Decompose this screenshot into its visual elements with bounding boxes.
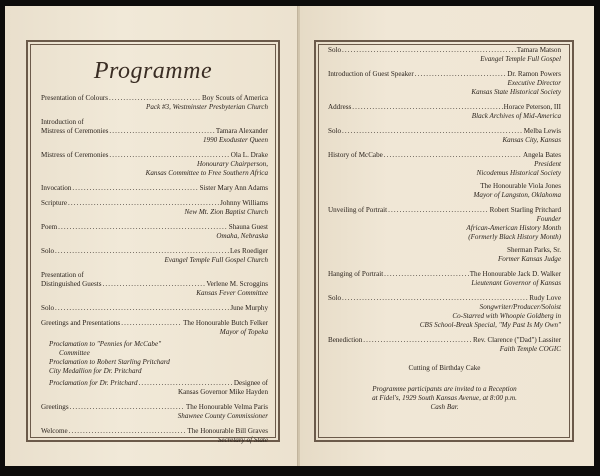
programme-entry [328,336,561,354]
entry-participant: Johnny Williams [220,199,268,207]
dot-leader [363,336,472,345]
entry-participant: Rev. Clarence ("Dad") Lassiter [472,336,561,344]
entry-line [41,127,268,136]
entry-role: Greetings and Presentations [41,319,121,327]
entry-role: Mistress of Ceremonies [41,127,109,135]
entry-affiliation: Faith Temple COGIC [499,345,561,353]
entry-role: Benediction [328,336,363,344]
entry-participant: Robert Starling Pritchard [489,206,561,214]
entry-affiliation: Executive Director [507,79,561,87]
entry-affiliation: Kansas Committee to Free Southern Africa [145,169,268,177]
entry-role: Solo [41,247,55,255]
entry-role: Unveiling of Portrait [328,206,388,214]
programme-entry [41,427,268,445]
proclamation-line: Committee [59,349,90,357]
entry-affiliation: Omaha, Nebraska [216,232,268,240]
programme-entry [41,199,268,217]
entry-line [41,403,268,412]
entry-affiliation: Kansas Fever Committee [196,289,268,297]
dot-leader [109,151,229,160]
programme-entry [328,151,561,178]
entry-line [41,151,268,160]
viola-jones-entry [328,182,561,200]
proclamation-block [41,340,268,397]
programme-entry [41,184,268,193]
entry-affiliation: Mayor of Langston, Oklahoma [473,191,561,199]
entry-role: History of McCabe [328,151,383,159]
dot-leader [388,206,489,215]
dot-leader [68,199,219,208]
entry-affiliation: Founder [536,215,561,223]
entry-affiliation: Kansas City, Kansas [502,136,561,144]
entry-participant: Horace Peterson, III [503,103,561,111]
dot-leader [58,223,228,232]
entry-line [328,70,561,79]
entry-role: Poem [41,223,58,231]
programme-entry [41,94,268,112]
entry-line [41,280,268,289]
entry-role: Introduction of Guest Speaker [328,70,414,78]
entry-affiliation: Kansas State Historical Society [471,88,561,96]
proclamation-designee-line [41,379,268,388]
entry-line [41,304,268,313]
right-page [300,6,594,466]
reception-note-line: Cash Bar. [430,403,459,411]
entry-affiliation: Honourary Chairperson, [197,160,268,168]
programme-entry [41,247,268,265]
entry-line [41,184,268,193]
entry-participant: Ola L. Drake [230,151,268,159]
entry-participant: Shauna Guest [228,223,268,231]
left-programme-list [28,94,278,451]
left-page [5,6,298,466]
dot-leader [109,94,201,103]
entry-line [41,94,268,103]
entry-line [41,427,268,436]
entry-affiliation: CBS School-Break Special, "My Past Is My Own" [419,321,561,329]
entry-affiliation: Black Archives of Mid-America [471,112,561,120]
entry-line [41,199,268,208]
entry-role: Scripture [41,199,68,207]
entry-role: Welcome [41,427,68,435]
entry-affiliation: Secretary of State [217,436,268,444]
left-border-frame [26,40,280,442]
entry-participant: Melba Lewis [523,127,561,135]
entry-participant: Sherman Parks, Sr. [507,246,561,254]
dot-leader [70,403,185,412]
reception-note-line: at Fidel's, 1929 South Kansas Avenue, at 8:00 p.m. [372,394,517,402]
entry-line [41,247,268,256]
dot-leader [384,151,522,160]
birthday-cake-line: Cutting of Birthday Cake [408,364,481,372]
dot-leader [342,46,516,55]
programme-entry [328,127,561,145]
entry-participant: Verlene M. Scroggins [206,280,268,288]
entry-pre-label: Introduction of [41,118,84,126]
entry-participant: Tamara Matson [516,46,561,54]
entry-participant: The Honourable Bill Graves [187,427,268,435]
entry-participant: Tamara Alexander [215,127,268,135]
entry-participant: The Honourable Viola Jones [480,182,561,190]
entry-role: Hanging of Portrait [328,270,384,278]
entry-line [328,46,561,55]
dot-leader [121,319,182,328]
dot-leader [384,270,469,279]
right-border-frame [314,40,574,442]
entry-affiliation: Songwriter/Producer/Soloist [479,303,561,311]
entry-participant: The Honourable Velma Paris [185,403,268,411]
entry-pre-label: Presentation of [41,271,84,279]
proclamation-governor: Kansas Governor Mike Hayden [177,388,268,396]
proclamation-designee: Designee of [233,379,268,387]
spacer [41,376,268,379]
entry-affiliation: African-American History Month [466,224,561,232]
entry-affiliation: President [534,160,561,168]
entry-affiliation: Shawnee County Commissioner [177,412,268,420]
entry-affiliation: Evangel Temple Full Gospel [480,55,561,63]
entry-affiliation: Nicodemus Historical Society [476,169,561,177]
entry-role: Solo [328,127,342,135]
entry-participant: Rudy Love [529,294,561,302]
programme-entry [41,304,268,313]
entry-role: Solo [328,294,342,302]
sherman-parks-entry [328,246,561,264]
proclamation-label: Proclamation for Dr. Pritchard [49,379,138,387]
entry-role: Presentation of Colours [41,94,108,102]
entry-role: Distinguished Guests [41,280,102,288]
programme-entry [328,103,561,121]
dot-leader [55,304,229,313]
programme-entry [328,70,561,97]
entry-role: Address [328,103,352,111]
entry-role: Solo [328,46,342,54]
entry-affiliation: (Formerly Black History Month) [468,233,561,241]
entry-participant: The Honourable Butch Felker [183,319,268,327]
dot-leader [109,127,215,136]
programme-entry [328,294,561,330]
entry-role: Invocation [41,184,72,192]
dot-leader [352,103,502,112]
entry-affiliation: New Mt. Zion Baptist Church [184,208,268,216]
dot-leader [415,70,507,79]
dot-leader [55,247,229,256]
entry-line [328,127,561,136]
entry-participant: Dr. Ramon Powers [507,70,561,78]
proclamation-line: City Medallion for Dr. Pritchard [49,367,142,375]
reception-note-line: Programme participants are invited to a Reception [372,385,517,393]
entry-line [328,336,561,345]
proclamation-line: Proclamation to "Pennies for McCabe" [49,340,162,348]
programme-entry [328,46,561,64]
programme-entry [41,403,268,421]
programme-entry [41,271,268,298]
entry-line [41,319,268,328]
entry-affiliation: Lieutenant Governor of Kansas [471,279,561,287]
dot-leader [342,294,528,303]
dot-leader [69,427,187,436]
entry-participant: Sister Mary Ann Adams [199,184,268,192]
entry-affiliation: Former Kansas Judge [497,255,561,263]
programme-entry [41,151,268,178]
entry-role: Solo [41,304,55,312]
programme-entry [41,118,268,145]
programme-entry [328,206,561,242]
programme-entry [328,270,561,288]
entry-participant: June Murphy [230,304,268,312]
entry-participant: Boy Scouts of America [201,94,268,102]
programme-entry [41,319,268,337]
entry-line [328,151,561,160]
entry-line [328,206,561,215]
entry-role: Mistress of Ceremonies [41,151,109,159]
proclamation-line: Proclamation to Robert Starling Pritchard [49,358,170,366]
entry-line [328,270,561,279]
dot-leader [342,127,523,136]
entry-participant: The Honourable Jack D. Walker [469,270,561,278]
programme-entry [41,223,268,241]
entry-line [328,294,561,303]
entry-affiliation: 1990 Exoduster Queen [202,136,268,144]
right-programme-list [316,46,572,412]
dot-leader [72,184,198,193]
entry-line [328,103,561,112]
entry-participant: Angela Bates [522,151,561,159]
entry-affiliation: Co-Starred with Whoopie Goldberg in [452,312,561,320]
entry-affiliation: Pack #3, Westminster Presbyterian Church [146,103,268,111]
entry-participant: Les Roediger [229,247,268,255]
entry-line [41,223,268,232]
dot-leader [103,280,206,289]
entry-role: Greetings [41,403,69,411]
entry-affiliation: Mayor of Topeka [219,328,268,336]
entry-affiliation: Evangel Temple Full Gospel Church [164,256,268,264]
programme-title: Programme [93,58,213,84]
dot-leader [139,379,233,388]
